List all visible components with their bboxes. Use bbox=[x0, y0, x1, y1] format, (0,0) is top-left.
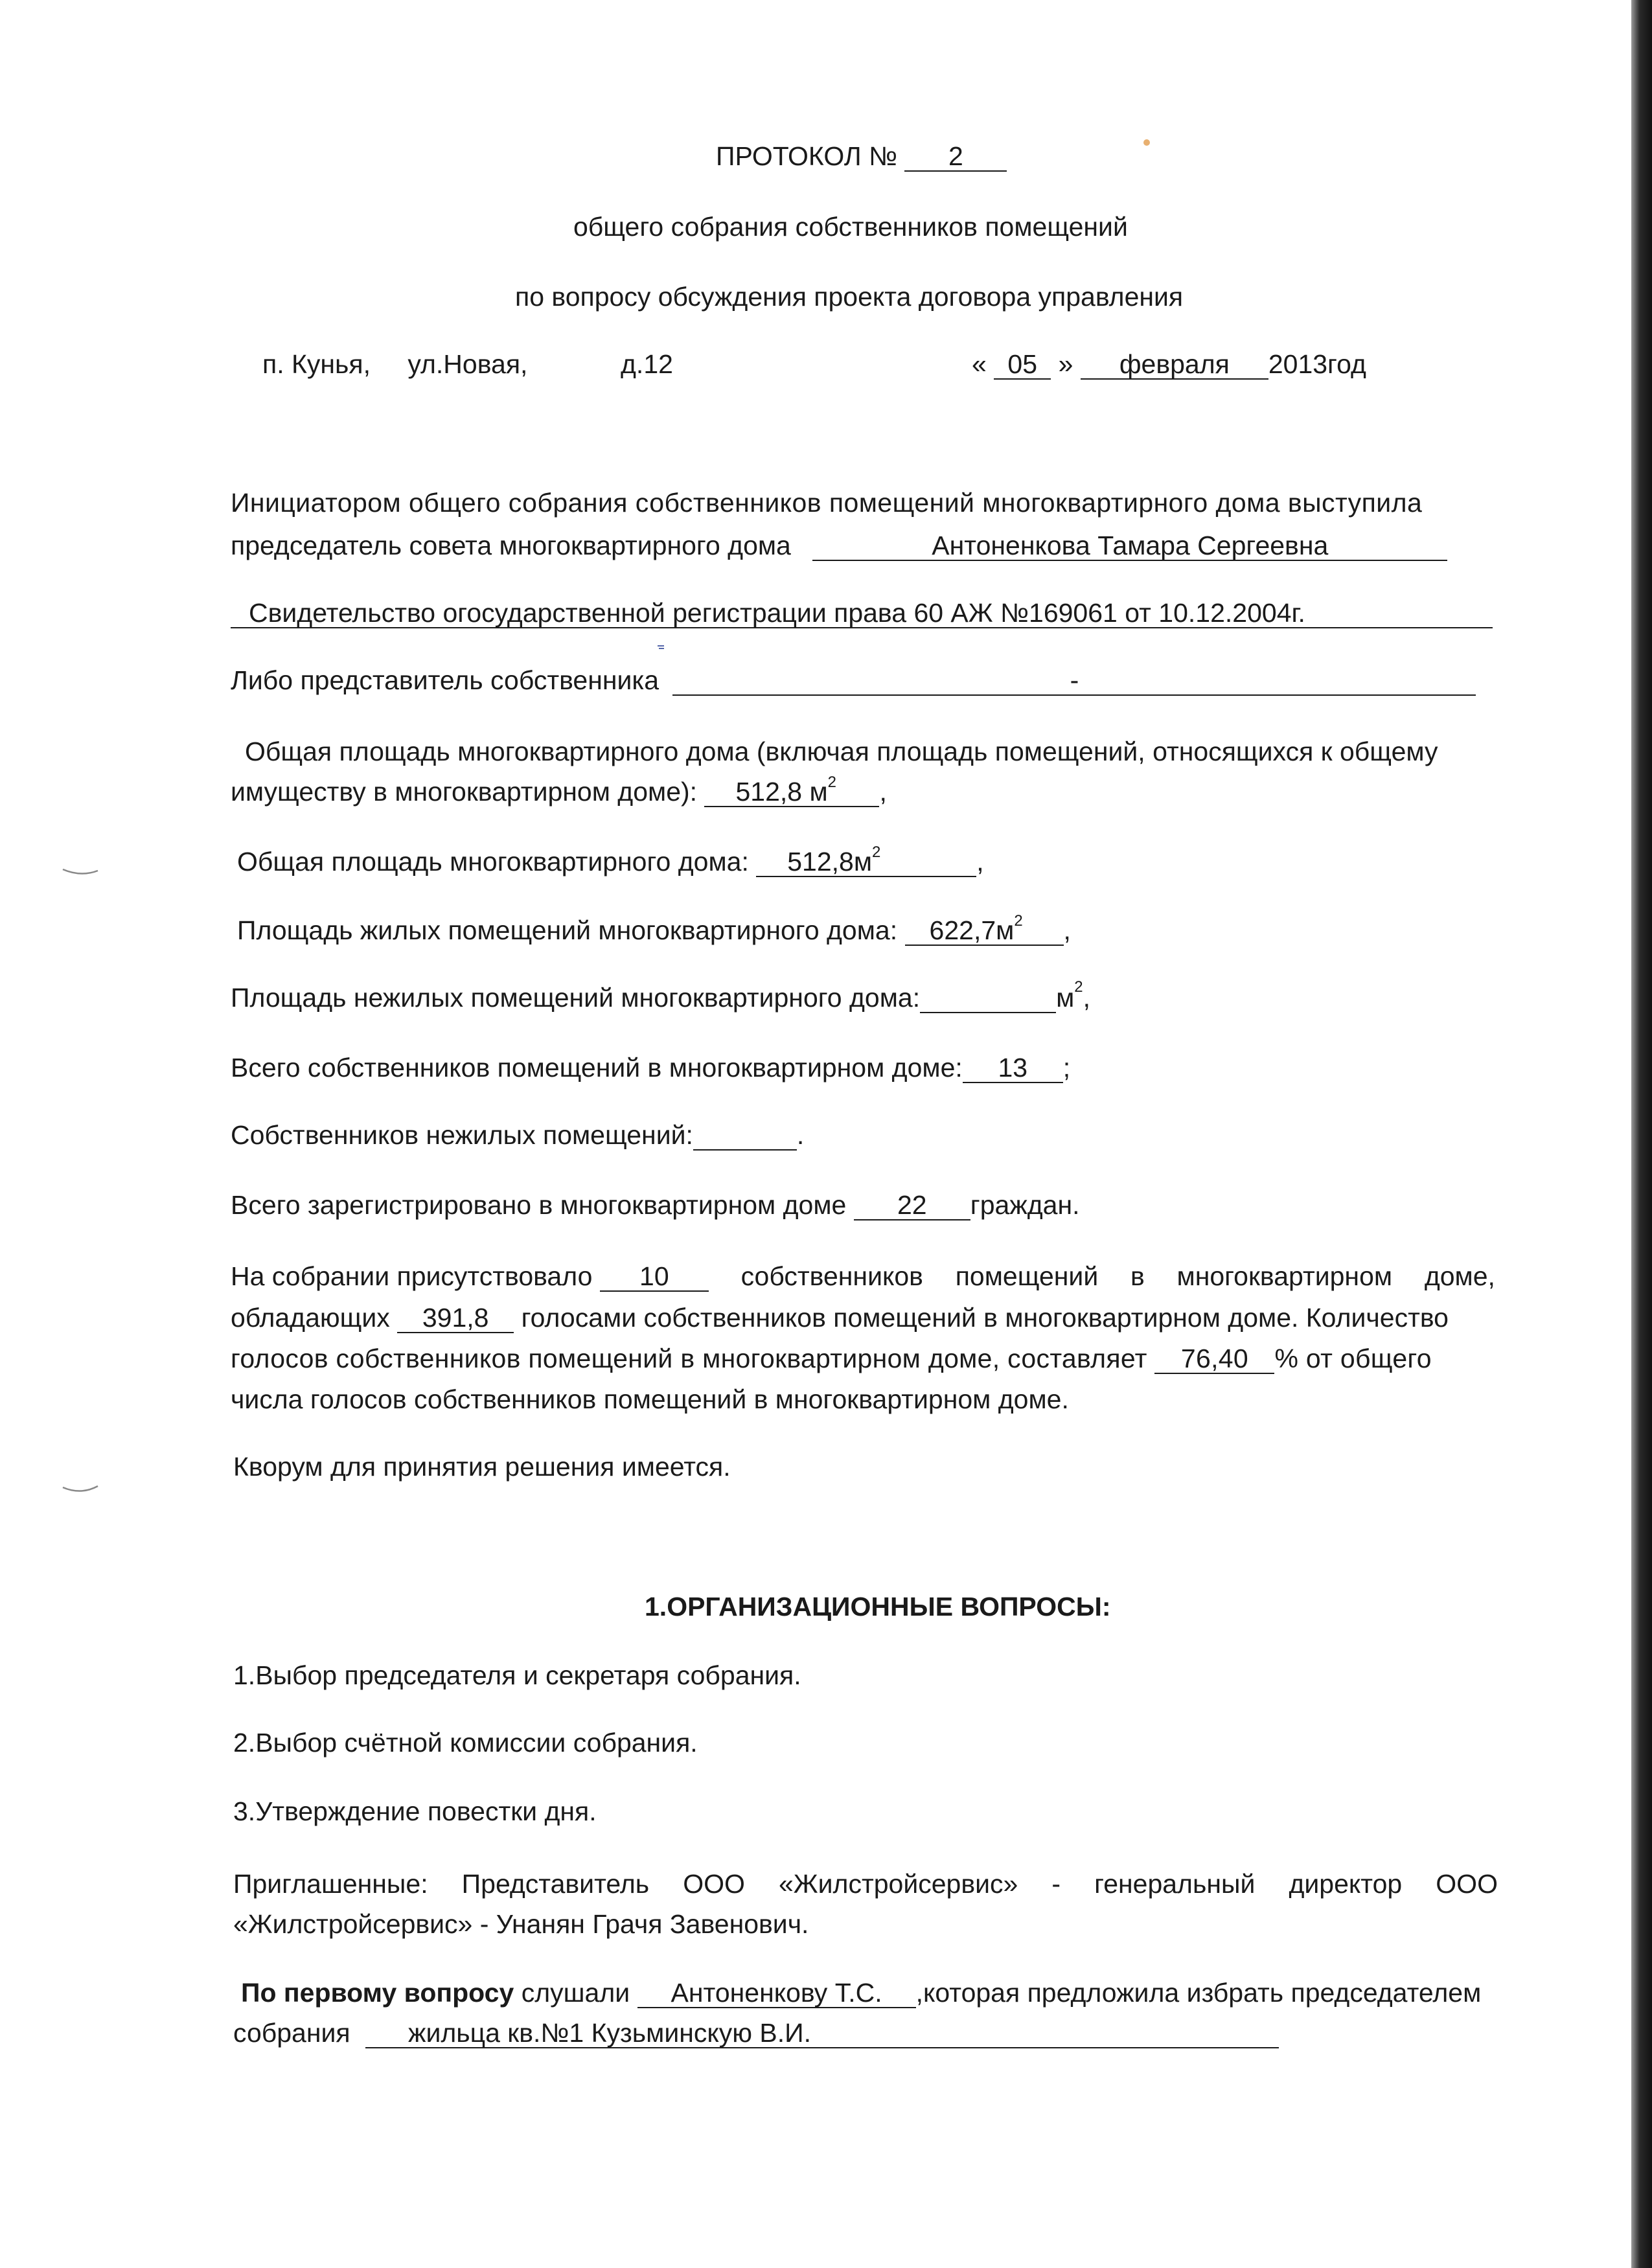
attendance-votes: 391,8 bbox=[397, 1304, 514, 1333]
house: д.12 bbox=[621, 349, 673, 379]
owners-total-line: Всего собственников помещений в многоквартирном доме: 13 ; bbox=[231, 1053, 1071, 1082]
agenda-item: 2.Выбор счётной комиссии собрания. bbox=[233, 1728, 698, 1758]
subtitle-line: по вопросу обсуждения проекта договора управления bbox=[515, 282, 1184, 312]
initiator-line: Инициатором общего собрания собственников помещений многоквартирного дома выступила bbox=[231, 488, 1423, 518]
agenda-item: 1.Выбор председателя и секретаря собрания. bbox=[233, 1660, 801, 1690]
street: ул.Новая, bbox=[407, 349, 528, 379]
scan-mark bbox=[62, 1483, 100, 1496]
attendance-count: 10 bbox=[600, 1263, 709, 1292]
area-line: Общая площадь многоквартирного дома (включая площадь помещений, относящихся к общему bbox=[245, 737, 1438, 766]
representative-value: - bbox=[672, 667, 1476, 696]
place: п. Кунья, bbox=[262, 349, 371, 379]
representative-line: Либо представитель собственника - bbox=[231, 665, 1476, 696]
first-question-candidate: жильца кв.№1 Кузьминскую В.И. bbox=[365, 2019, 1279, 2048]
protocol-number: 2 bbox=[904, 143, 1007, 172]
area-living-line: Площадь жилых помещений многоквартирного дома: $622,7м^2$ , bbox=[237, 912, 1071, 945]
area-nonliving-line: Площадь нежилых помещений многоквартирного дома: $м^2$, bbox=[231, 978, 1091, 1013]
area-line: имуществу в многоквартирном доме): 512,8 $м^2$ , bbox=[231, 773, 887, 807]
document-title bbox=[716, 141, 1007, 172]
ink-mark bbox=[656, 643, 667, 651]
first-question-line: собрания жильца кв.№1 Кузьминскую В.И. bbox=[233, 2017, 1279, 2049]
attendance-line: голосов собственников помещений в многоквартирном доме, составляет 76,40 % от общего bbox=[231, 1344, 1432, 1373]
owners-total-value: 13 bbox=[963, 1054, 1063, 1083]
initiator-line: председатель совета многоквартирного дома Антоненкова Тамара Сергеевна bbox=[231, 530, 1447, 562]
agenda-item: 3.Утверждение повестки дня. bbox=[233, 1796, 597, 1826]
invited-line: «Жилстройсервис» - Унанян Грачя Завенович. bbox=[233, 1909, 809, 1939]
initiator-name: Антоненкова Тамара Сергеевна bbox=[812, 532, 1447, 561]
owners-nonliving-value bbox=[693, 1121, 797, 1151]
invited-line: Приглашенные: Представитель ООО «Жилстройсервис» - генеральный директор ООО bbox=[233, 1869, 1498, 1899]
attendance-line: На собрании присутствовало 10 собственников помещений в многоквартирном доме, bbox=[231, 1261, 1495, 1291]
date-month: февраля bbox=[1081, 350, 1268, 380]
section-heading: 1.ОРГАНИЗАЦИОННЫЕ ВОПРОСЫ: bbox=[645, 1592, 1111, 1621]
area-nonliving-value bbox=[920, 984, 1056, 1013]
area-total-incl-value: 512,8 $м^2$ bbox=[704, 778, 879, 807]
date-day: 05 bbox=[994, 350, 1051, 380]
date-line: « 05 » февраля 2013год bbox=[972, 349, 1366, 379]
owners-nonliving-line: Собственников нежилых помещений: . bbox=[231, 1120, 805, 1150]
attendance-line: обладающих 391,8 голосами собственников помещений в многоквартирном доме. Количество bbox=[231, 1303, 1449, 1333]
date-year: 2013год bbox=[1268, 349, 1366, 379]
certificate-line bbox=[231, 597, 1493, 629]
scan-mark bbox=[62, 867, 100, 880]
registered-value: 22 bbox=[854, 1191, 970, 1220]
area-living-value: $622,7м^2$ bbox=[905, 917, 1064, 946]
area-total-line: Общая площадь многоквартирного дома: $512,8м^2$ , bbox=[237, 843, 984, 876]
scan-edge-shadow bbox=[1631, 0, 1652, 2268]
registered-line: Всего зарегистрировано в многоквартирном доме 22 граждан. bbox=[231, 1190, 1080, 1220]
subtitle-line: общего собрания собственников помещений bbox=[573, 212, 1128, 242]
place-line bbox=[262, 349, 527, 380]
quorum-line: Кворум для принятия решения имеется. bbox=[233, 1452, 731, 1482]
scan-speck bbox=[1141, 137, 1152, 148]
attendance-line: числа голосов собственников помещений в многоквартирном доме. bbox=[231, 1384, 1069, 1414]
certificate: Свидетельство огосударственной регистрации права 60 АЖ №169061 от 10.12.2004г. bbox=[231, 599, 1493, 628]
area-total-value: $512,8м^2$ bbox=[756, 848, 976, 877]
first-question-line: По первому вопросу слушали Антоненкову Т.С. ,которая предложила избрать председателем bbox=[241, 1978, 1482, 2008]
title-prefix: ПРОТОКОЛ № bbox=[716, 141, 898, 171]
attendance-percent: 76,40 bbox=[1154, 1345, 1274, 1374]
first-question-speaker: Антоненкову Т.С. bbox=[637, 1979, 916, 2008]
